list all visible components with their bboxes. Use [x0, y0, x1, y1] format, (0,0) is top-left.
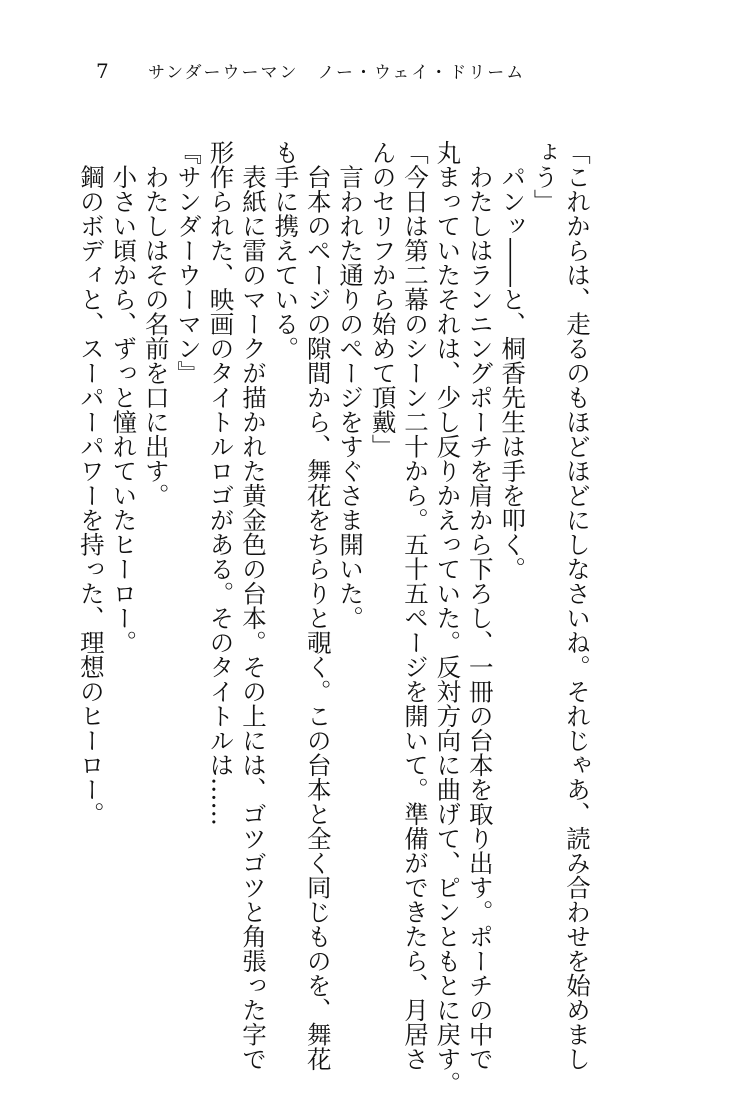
text-line: ょう」	[530, 140, 560, 214]
text-line: わたしはランニングポーチを肩から下ろし、一冊の台本を取り出す。ポーチの中で	[465, 140, 495, 1071]
text-line: 言われた通りのページをすぐさま開いた。	[336, 140, 366, 630]
text-line: 形作られた、映画のタイトルロゴがある。そのタイトルは……	[206, 140, 236, 826]
text-line: わたしはその名前を口に出す。	[141, 140, 171, 508]
text-line: 『サンダーウーマン』	[174, 140, 204, 385]
text-line: パンッ――と、桐香先生は手を叩く。	[498, 140, 528, 581]
text-line: 台本のページの隙間から、舞花をちらりと覗く。この台本と全く同じものを、舞花	[303, 140, 333, 1071]
text-line: 表紙に雷のマークが描かれた黄金色の台本。その上には、ゴツゴツと角張った字で	[238, 140, 268, 1071]
text-line: も手に携えている。	[271, 140, 301, 361]
running-title: サンダーウーマン ノー・ウェイ・ドリーム	[148, 63, 526, 83]
text-line: 「これからは、走るのもほどほどにしなさいね。それじゃあ、読み合わせを始めまし	[563, 140, 592, 1071]
text-line: 「今日は第二幕のシーン二十から。五十五ページを開いて。準備ができたら、月居さ	[400, 140, 430, 1071]
text-line: 鋼のボディと、スーパーパワーを持った、理想のヒーロー。	[76, 140, 106, 826]
text-line: んのセリフから始めて頂戴」	[368, 140, 398, 459]
text-line: 小さい頃から、ずっと憧れていたヒーロー。	[109, 140, 139, 655]
page-header	[96, 58, 525, 88]
vertical-body-text	[75, 140, 594, 1096]
page-number: 7	[96, 59, 109, 83]
text-line: 丸まっていたそれは、少し反りかえっていた。反対方向に曲げて、ピンともとに戻す。	[433, 140, 463, 1096]
